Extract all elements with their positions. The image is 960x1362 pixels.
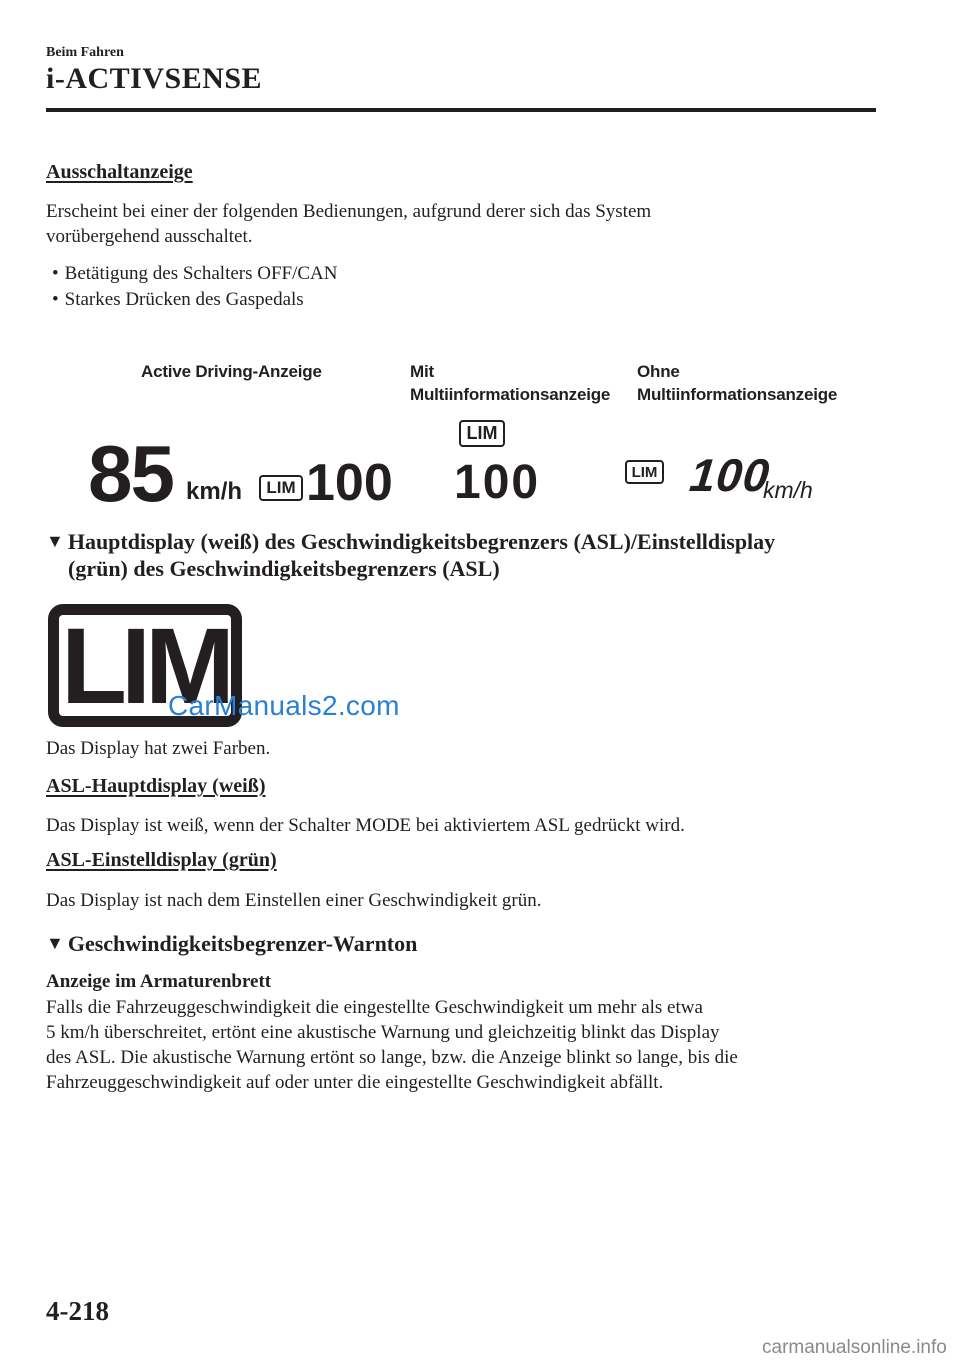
watermark-carmanuals: CarManuals2.com	[168, 690, 400, 721]
page-number: 4-218	[46, 1296, 109, 1326]
bullet-item: • Starkes Drücken des Gaspedals	[52, 287, 338, 313]
main-display-heading: ASL-Hauptdisplay (weiß)	[46, 775, 266, 797]
warning-text	[46, 995, 738, 1095]
label-with-mid-line-2: Multiinformationsanzeige	[410, 385, 611, 404]
display-heading-line-1-text: Hauptdisplay (weiß) des Geschwindigkeitsbegrenzers (ASL)/Einstelldisplay	[67, 529, 776, 554]
set-display-text: Das Display ist nach dem Einstellen einer Geschwindigkeit grün.	[46, 890, 542, 911]
warning-text-line: Falls die Fahrzeuggeschwindigkeit die eingestellte Geschwindigkeit um mehr als etwa	[46, 997, 703, 1018]
warning-subheading: Anzeige im Armaturenbrett	[46, 971, 272, 992]
off-indicator-heading: Ausschaltanzeige	[46, 161, 193, 183]
segment-speed-unit: km/h	[763, 477, 813, 503]
warning-heading	[46, 930, 417, 957]
active-set-speed: 100	[306, 454, 393, 512]
triangle-down-icon: ▼	[46, 531, 64, 551]
warning-text-line: Fahrzeuggeschwindigkeit auf oder unter die eingestellte Geschwindigkeit abfällt.	[46, 1072, 664, 1093]
warning-heading-text: Geschwindigkeitsbegrenzer-Warnton	[67, 931, 418, 956]
set-display-heading: ASL-Einstelldisplay (grün)	[46, 849, 277, 871]
section-title: i-ACTIVSENSE	[46, 62, 263, 95]
chapter-title: Beim Fahren	[46, 45, 124, 60]
label-with-mid	[410, 360, 610, 406]
display-two-colors: Das Display hat zwei Farben.	[46, 738, 271, 759]
mid-set-speed: 100	[454, 456, 541, 509]
current-speed: 85	[88, 429, 173, 518]
label-without-mid-line-1: Ohne	[637, 362, 680, 381]
off-indicator-text-line-2: vorübergehend ausschaltet.	[46, 226, 253, 247]
header-rule	[46, 108, 876, 112]
triangle-down-icon: ▼	[46, 933, 64, 953]
label-with-mid-line-1: Mit	[410, 362, 434, 381]
lim-icon: LIM	[625, 460, 664, 484]
lim-icon: LIM	[259, 475, 303, 501]
label-active-driving: Active Driving-Anzeige	[141, 362, 322, 381]
speed-unit: km/h	[186, 478, 243, 505]
bullet-item: • Betätigung des Schalters OFF/CAN	[52, 261, 338, 287]
lim-icon: LIM	[48, 604, 242, 727]
main-display-text: Das Display ist weiß, wenn der Schalter MODE bei aktiviertem ASL gedrückt wird.	[46, 815, 685, 836]
warning-text-line: des ASL. Die akustische Warnung ertönt so lange, bzw. die Anzeige blinkt so lange, bis die	[46, 1047, 738, 1068]
off-indicator-text	[46, 199, 651, 249]
off-indicator-text-line-1: Erscheint bei einer der folgenden Bedienungen, aufgrund derer sich das System	[46, 201, 652, 222]
display-heading	[46, 528, 775, 582]
label-without-mid-line-2: Multiinformationsanzeige	[637, 385, 838, 404]
display-heading-line-2: (grün) des Geschwindigkeitsbegrenzers (ASL)	[68, 556, 500, 581]
lim-icon: LIM	[459, 420, 505, 447]
label-without-mid	[637, 360, 837, 406]
display-heading-line-1	[46, 528, 775, 555]
footer-watermark: carmanualsonline.info	[762, 1337, 947, 1358]
off-indicator-bullets	[52, 261, 338, 313]
warning-text-line: 5 km/h überschreitet, ertönt eine akustische Warnung und gleichzeitig blinkt das Display	[46, 1022, 720, 1043]
segment-set-speed: 100	[687, 449, 773, 501]
